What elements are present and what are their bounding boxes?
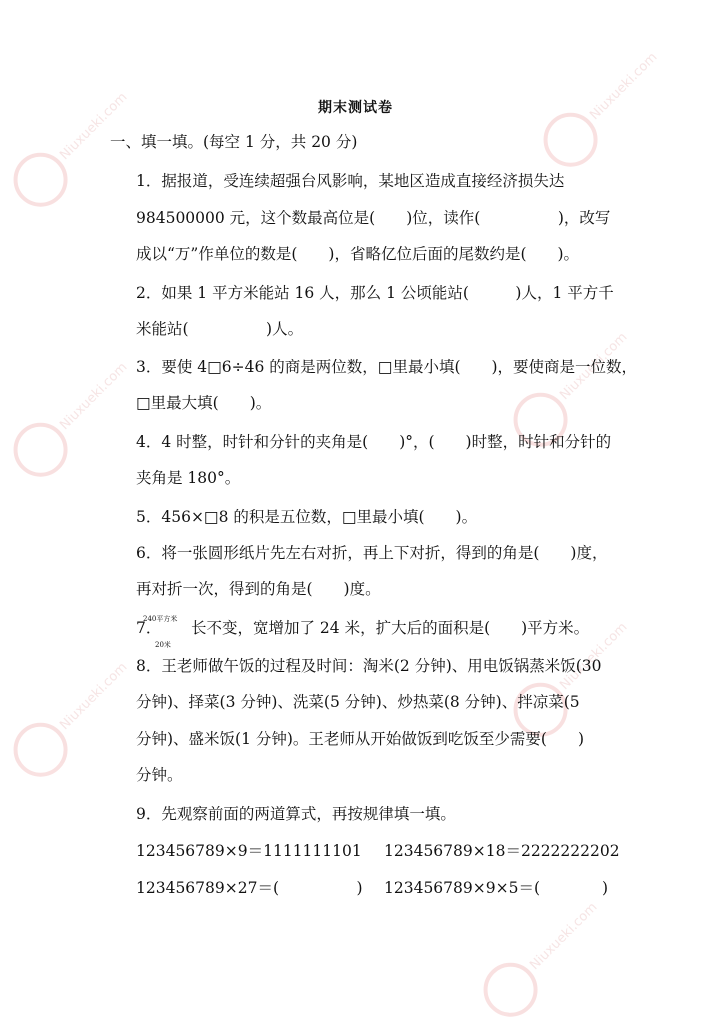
watermark: Niuxueki.com [2, 646, 144, 788]
question-8-line-4: 分钟。 [136, 766, 183, 784]
question-3-line-2: □里最大填( )。 [136, 394, 272, 412]
question-8-line-1: 8．王老师做午饭的过程及时间：淘米(2 分钟)、用电饭锅蒸米饭(30 [136, 657, 602, 675]
question-6-line-1: 6．将一张圆形纸片先左右对折，再上下对折，得到的角是( )度， [136, 544, 608, 562]
question-1-line-1: 1．据报道，受连续超强台风影响，某地区造成直接经济损失达 [136, 172, 565, 190]
question-6-line-2: 再对折一次，得到的角是( )度。 [136, 580, 381, 598]
question-9-line-1: 9．先观察前面的两道算式，再按规律填一填。 [136, 805, 456, 823]
rectangle-figure [143, 614, 183, 650]
watermark: Niuxueki.com [502, 606, 644, 748]
section-heading: 一、填一填。(每空 1 分，共 20 分) [110, 133, 358, 151]
equation-2: 123456789×18＝2222222202 [384, 842, 620, 860]
page-title: 期末测试卷 [318, 100, 393, 116]
question-3-line-1: 3．要使 4□6÷46 的商是两位数，□里最小填( )，要使商是一位数， [136, 358, 638, 376]
watermark: Niuxueki.com [502, 316, 644, 458]
watermark: Niuxueki.com [532, 36, 674, 178]
question-8-line-2: 分钟)、择菜(3 分钟)、洗菜(5 分钟)、炒热菜(8 分钟)、拌凉菜(5 [136, 693, 580, 711]
figure-length-label: 20米 [155, 641, 171, 649]
question-7-prefix: 7． [136, 619, 162, 637]
question-2-line-1: 2．如果 1 平方米能站 16 人，那么 1 公顷能站( )人，1 平方千 [136, 284, 614, 302]
watermark: Niuxueki.com [472, 886, 614, 1028]
equation-4: 123456789×9×5＝( ) [384, 879, 609, 897]
question-4-line-2: 夹角是 180°。 [136, 469, 241, 487]
equation-3: 123456789×27＝( ) [136, 879, 363, 897]
watermark: Niuxueki.com [2, 76, 144, 218]
equation-1: 123456789×9＝1111111101 [136, 842, 362, 860]
question-7-text: 长不变，宽增加了 24 米，扩大后的面积是( )平方米。 [191, 619, 590, 637]
question-1-line-3: 成以“万”作单位的数是( )，省略亿位后面的尾数约是( )。 [136, 245, 580, 263]
question-1-line-2: 984500000 元，这个数最高位是( )位，读作( )，改写 [136, 209, 611, 227]
question-4-line-1: 4．4 时整，时针和分针的夹角是( )°，( )时整，时针和分针的 [136, 433, 612, 451]
question-5: 5．456×□8 的积是五位数，□里最小填( )。 [136, 508, 478, 526]
question-8-line-3: 分钟)、盛米饭(1 分钟)。王老师从开始做饭到吃饭至少需要( ) [136, 730, 585, 748]
question-2-line-2: 米能站( )人。 [136, 320, 304, 338]
figure-area-label: 240平方米 [143, 615, 178, 623]
watermark: Niuxueki.com [2, 346, 144, 488]
